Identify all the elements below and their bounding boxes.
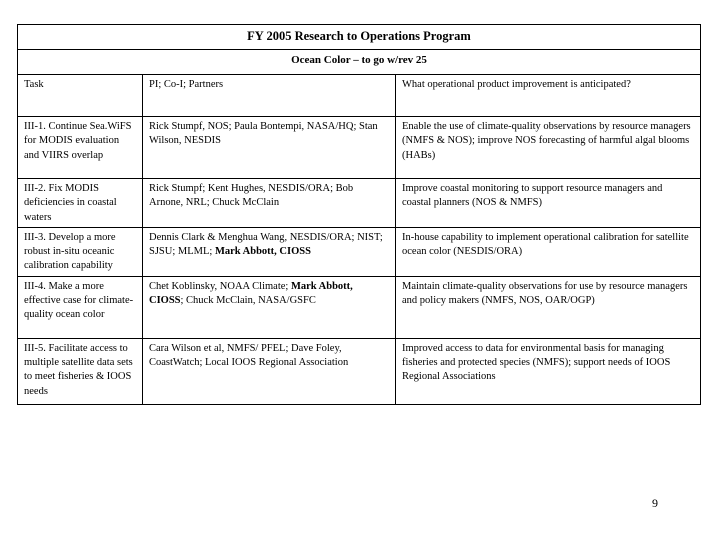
product-cell: In-house capability to implement operational calibration for satellite ocean color (NESDIS/ORA) [396,227,701,276]
partners-highlight: Mark Abbott, CIOSS [214,246,311,258]
header-product: What operational product improvement is anticipated? [396,75,701,117]
task-cell: III-2. Fix MODIS deficiencies in coastal waters [18,179,143,228]
table-title: FY 2005 Research to Operations Program [18,25,701,50]
header-row [18,75,701,117]
partners-highlight: Mark Abbott, CIOSS [149,280,353,307]
table-row [18,179,701,228]
task-cell: III-5. Facilitate access to multiple satellite data sets to meet fisheries & IOOS needs [18,338,143,404]
task-cell: III-4. Make a more effective case for climate- quality ocean color [18,276,143,338]
subtitle-row [18,50,701,75]
product-cell: Enable the use of climate-quality observations by resource managers (NMFS & NOS); improve NOS forecasting of harmful algal blooms (HABs) [396,117,701,179]
title-row [18,25,701,50]
partners-cell: Rick Stumpf, NOS; Paula Bontempi, NASA/HQ; Stan Wilson, NESDIS [143,117,396,179]
product-cell: Improved access to data for environmental basis for managing fisheries and protected species (NMFS); support needs of IOOS Regional Associations [396,338,701,404]
product-cell: Improve coastal monitoring to support resource managers and coastal planners (NOS & NMFS) [396,179,701,228]
partners-cell [143,227,396,276]
header-task: Task [18,75,143,117]
product-cell: Maintain climate-quality observations for use by resource managers and policy makers (NMFS, NOS, OAR/OGP) [396,276,701,338]
partners-cell: Cara Wilson et al, NMFS/ PFEL; Dave Foley, CoastWatch; Local IOOS Regional Association [143,338,396,404]
partners-cell [143,276,396,338]
table-row [18,117,701,179]
table-row [18,276,701,338]
header-partners: PI; Co-I; Partners [143,75,396,117]
table-row [18,227,701,276]
page-number: 9 [652,496,658,510]
table-subtitle: Ocean Color – to go w/rev 25 [18,50,701,75]
partners-cell: Rick Stumpf; Kent Hughes, NESDIS/ORA; Bob Arnone, NRL; Chuck McClain [143,179,396,228]
partners-text: Dennis Clark & Menghua Wang, NESDIS/ORA; NIST; SJSU; MLML; [149,231,383,258]
partners-text-tail: ; Chuck McClain, NASA/GSFC [180,295,316,307]
partners-text: Chet Koblinsky, NOAA Climate; [149,280,291,292]
table-row [18,338,701,404]
program-table [17,24,701,405]
task-cell: III-3. Develop a more robust in-situ oceanic calibration capability [18,227,143,276]
task-cell: III-1. Continue Sea.WiFS for MODIS evaluation and VIIRS overlap [18,117,143,179]
